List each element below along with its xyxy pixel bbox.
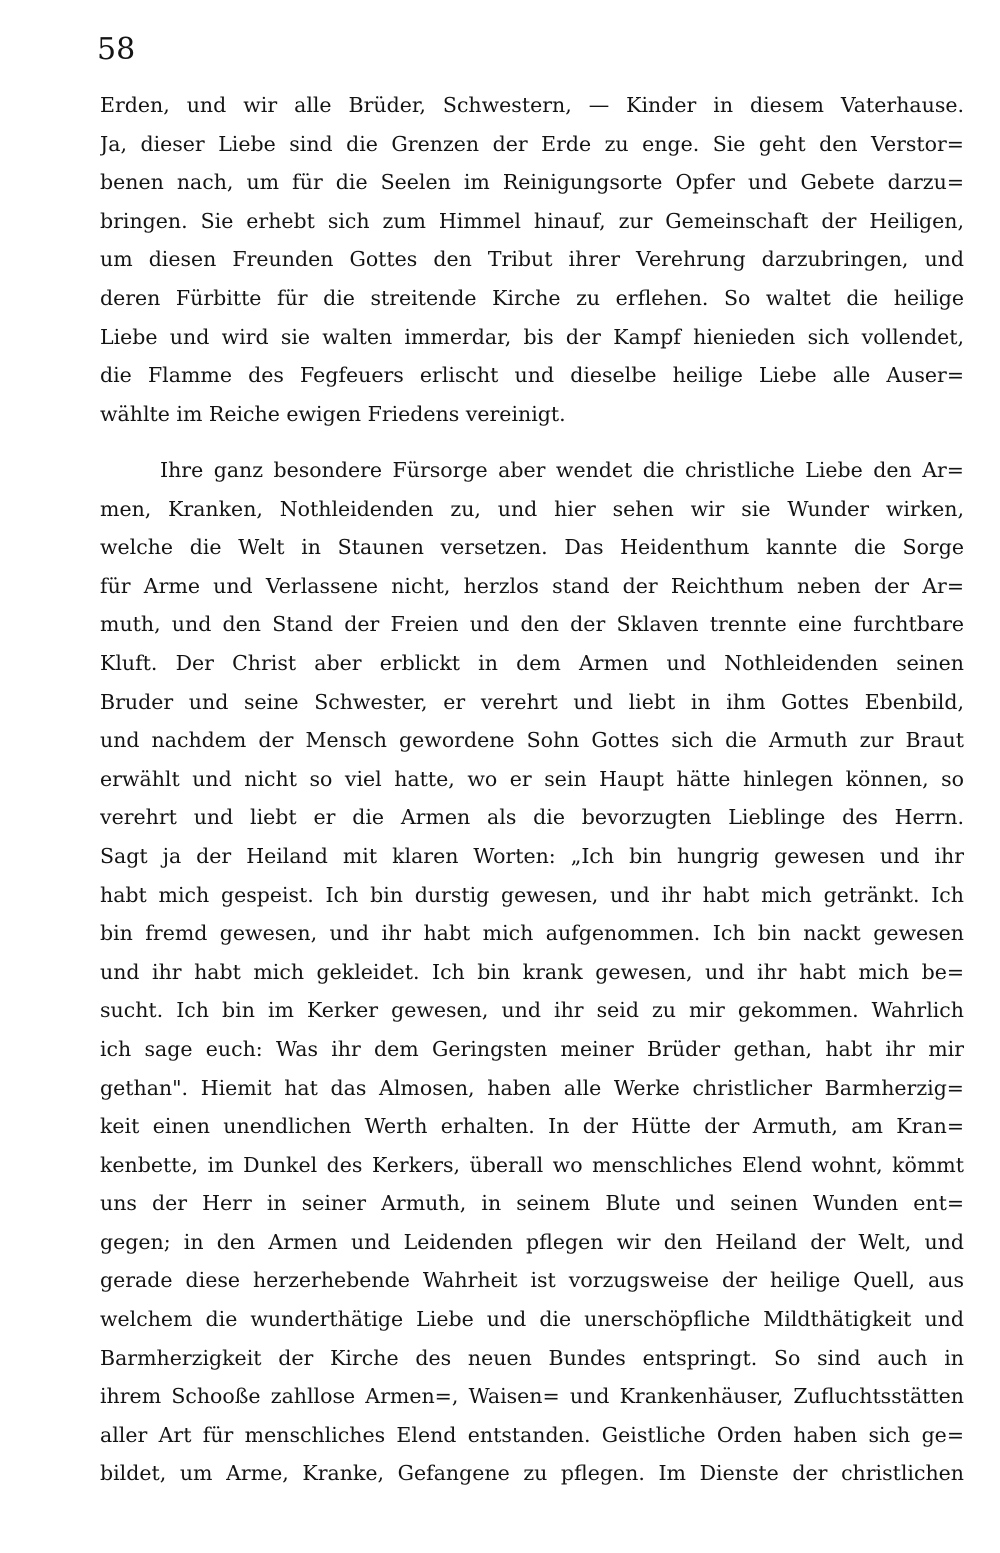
text-line: um diesen Freunden Gottes den Tribut ihrer Verehrung darzubringen, und (100, 247, 964, 272)
text-line: bin fremd gewesen, und ihr habt mich aufgenommen. Ich bin nackt gewesen (100, 921, 964, 946)
text-line: wählte im Reiche ewigen Friedens vereinigt. (100, 401, 566, 426)
text-line: benen nach, um für die Seelen im Reinigungsorte Opfer und Gebete darzu= (100, 170, 964, 195)
page-number: 58 (97, 32, 136, 67)
text-line: gerade diese herzerhebende Wahrheit ist vorzugsweise der heilige Quell, aus (100, 1268, 964, 1293)
text-line: für Arme und Verlassene nicht, herzlos stand der Reichthum neben der Ar= (100, 573, 964, 598)
text-line: und ihr habt mich gekleidet. Ich bin krank gewesen, und ihr habt mich be= (100, 959, 964, 984)
paragraph-1 (100, 86, 964, 433)
text-line: Sagt ja der Heiland mit klaren Worten: „Ich bin hungrig gewesen und ihr (100, 843, 964, 868)
text-line: gegen; in den Armen und Leidenden pflegen wir den Heiland der Welt, und (100, 1229, 964, 1254)
text-line: kenbette, im Dunkel des Kerkers, überall wo menschliches Elend wohnt, kömmt (100, 1152, 964, 1177)
text-line: ihrem Schooße zahllose Armen=, Waisen= und Krankenhäuser, Zufluchtsstätten (100, 1384, 964, 1409)
text-line: Kluft. Der Christ aber erblickt in dem Armen und Nothleidenden seinen (100, 650, 964, 675)
text-line: aller Art für menschliches Elend entstanden. Geistliche Orden haben sich ge= (100, 1422, 964, 1447)
text-line: gethan". Hiemit hat das Almosen, haben alle Werke christlicher Barmherzig= (100, 1075, 964, 1100)
text-line: welchem die wunderthätige Liebe und die unerschöpfliche Mildthätigkeit und (100, 1307, 964, 1332)
text-line: die Flamme des Fegfeuers erlischt und dieselbe heilige Liebe alle Auser= (100, 363, 964, 388)
text-line: sucht. Ich bin im Kerker gewesen, und ihr seid zu mir gekommen. Wahrlich (100, 998, 964, 1023)
text-line: Barmherzigkeit der Kirche des neuen Bundes entspringt. So sind auch in (100, 1345, 964, 1370)
text-line: bringen. Sie erhebt sich zum Himmel hinauf, zur Gemeinschaft der Heiligen, (100, 208, 964, 233)
text-line: muth, und den Stand der Freien und den der Sklaven trennte eine furchtbare (100, 612, 964, 637)
text-line: und nachdem der Mensch gewordene Sohn Gottes sich die Armuth zur Braut (100, 728, 964, 753)
text-line: Ja, dieser Liebe sind die Grenzen der Erde zu enge. Sie geht den Verstor= (100, 131, 964, 156)
text-line: deren Fürbitte für die streitende Kirche zu erflehen. So waltet die heilige (100, 285, 964, 310)
text-line: ich sage euch: Was ihr dem Geringsten meiner Brüder gethan, habt ihr mir (100, 1036, 964, 1061)
text-line: welche die Welt in Staunen versetzen. Das Heidenthum kannte die Sorge (100, 535, 964, 560)
text-line: Liebe und wird sie walten immerdar, bis der Kampf hienieden sich vollendet, (100, 324, 964, 349)
text-line: habt mich gespeist. Ich bin durstig gewesen, und ihr habt mich getränkt. Ich (100, 882, 964, 907)
text-line: verehrt und liebt er die Armen als die bevorzugten Lieblinge des Herrn. (100, 805, 964, 830)
text-line: erwählt und nicht so viel hatte, wo er sein Haupt hätte hinlegen können, so (100, 766, 964, 791)
text-line: keit einen unendlichen Werth erhalten. In der Hütte der Armuth, am Kran= (100, 1114, 964, 1139)
text-line: Ihre ganz besondere Fürsorge aber wendet die christliche Liebe den Ar= (160, 458, 964, 482)
text-line: Erden, und wir alle Brüder, Schwestern, — Kinder in diesem Vaterhause. (100, 93, 964, 117)
text-line: men, Kranken, Nothleidenden zu, und hier sehen wir sie Wunder wirken, (100, 496, 964, 521)
paragraph-2 (100, 451, 964, 1493)
text-line: bildet, um Arme, Kranke, Gefangene zu pflegen. Im Dienste der christlichen (100, 1461, 964, 1486)
text-line: Bruder und seine Schwester, er verehrt und liebt in ihm Gottes Ebenbild, (100, 689, 964, 714)
text-line: uns der Herr in seiner Armuth, in seinem Blute und seinen Wunden ent= (100, 1191, 964, 1216)
